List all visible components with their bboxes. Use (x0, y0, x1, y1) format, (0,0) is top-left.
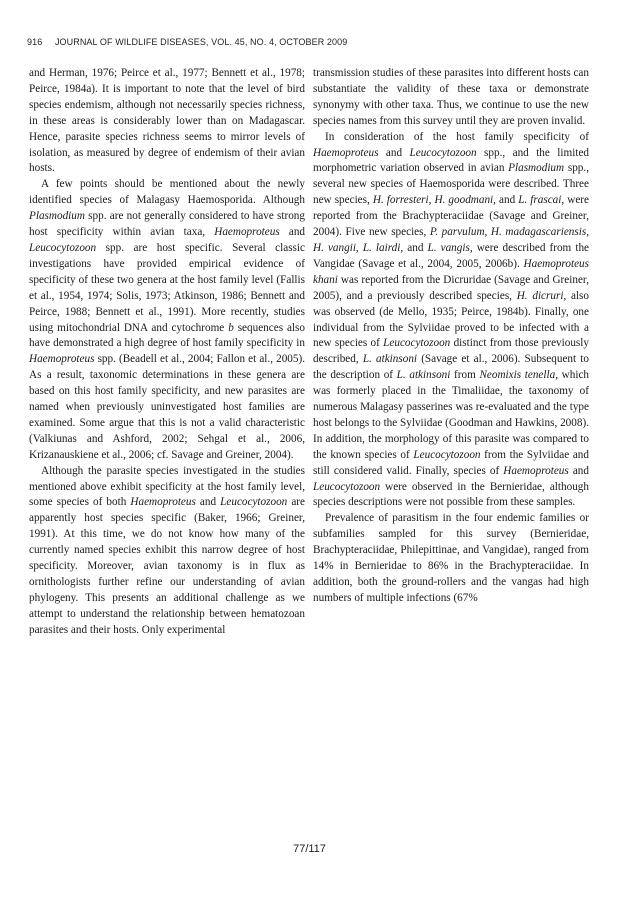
running-header (27, 37, 587, 47)
page-indicator: 77/117 (293, 843, 326, 855)
right-paragraph-2: In consideration of the host family specificity of Haemoproteus and Leucocytozoon spp., and the limited morphometric variation observed in avian Plasmodium spp., several new species of Haemosporida were described. Three new species, H. forresteri, H. goodmani, and L. frascai, were reported from the Brachypteraciidae (Savage and Greiner, 2004). Five new species, P. parvulum, H. madagascariensis, H. vangii, L. lairdi, and L. vangis, were described from the Vangidae (Savage et al., 2004, 2005, 2006b). Haemoproteus khani was reported from the Dicruridae (Savage and Greiner, 2005), and a previously described species, H. dicruri, also was observed (de Mello, 1935; Peirce, 1984b). Finally, one individual from the Sylviidae proved to be infected with a new species of Leucocytozoon distinct from those previously described, L. atkinsoni (Savage et al., 2006). Subsequent to the description of L. atkinsoni from Neomixis tenella, which was formerly placed in the Timaliidae, the taxonomy of numerous Malagasy passerines was re-evaluated and the type host belongs to the Sylviidae (Goodman and Hawkins, 2008). In addition, the morphology of this parasite was compared to the known species of Leucocytozoon from the Sylviidae and still considered valid. Finally, species of Haemoproteus and Leucocytozoon were observed in the Bernieridae, although species descriptions were not possible from these samples. (313, 130, 590, 509)
right-paragraph-3: Prevalence of parasitism in the four endemic families or subfamilies sampled for this survey (Bernieridae, Brachypteraciidae, Philepittinae, and Vangidae), ranged from 14% in Bernieridae to 86% in the Brachypteraciidae. In addition, both the ground-rollers and the vangas had high numbers of multiple infections (67% (313, 512, 589, 604)
right-column (313, 66, 589, 607)
left-paragraph-3: Although the parasite species investigated in the studies mentioned above exhibit specificity at the host family level, some species of both Haemoproteus and Leucocytozoon are apparently host species specific (Baker, 1966; Greiner, 1991). At this time, we do not know how many of the currently named species exhibit this narrow degree of host specificity. Moreover, avian taxonomy is in flux as ornithologists further refine our understanding of avian phylogeny. This presents an additional challenge as we attempt to understand the relationship between hematozoan parasites and their hosts. Only experimental (29, 464, 305, 636)
journal-title: JOURNAL OF WILDLIFE DISEASES, VOL. 45, NO. 4, OCTOBER 2009 (54, 37, 348, 47)
right-paragraph-1: transmission studies of these parasites into different hosts can substantiate the validity of these taxa or demonstrate synonymy with other taxa. Thus, we continue to use the new species names from this survey until they are proven invalid. (313, 67, 589, 127)
page-number: 916 (27, 37, 43, 47)
left-paragraph-1: and Herman, 1976; Peirce et al., 1977; Bennett et al., 1978; Peirce, 1984a). It is important to note that the level of bird species endemism, although not necessarily species richness, in these areas is considerably lower than on Madagascar. Hence, parasite species richness seems to mirror levels of isolation, as measured by degree of endemism of their avian hosts. (29, 67, 305, 175)
left-paragraph-2: A few points should be mentioned about the newly identified species of Malagasy Haemosporida. Although Plasmodium spp. are not generally considered to have strong host specificity within avian taxa, Haemoproteus and Leucocytozoon spp. are host specific. Several classic investigations have provided empirical evidence of specificity of these two genera at the host family level (Fallis et al., 1954, 1974; Solis, 1973; Atkinson, 1986; Bennett and Peirce, 1988; Bennett et al., 1991). More recently, studies using mitochondrial DNA and cytochrome b sequences also have demonstrated a high degree of host family specificity in Haemoproteus spp. (Beadell et al., 2004; Fallon et al., 2005). As a result, taxonomic determinations in these genera are based on this host family specificity, and new parasites are named when previously uninvestigated host families are examined. Some argue that this is not a valid characteristic (Valkiunas and Ashford, 2002; Sehgal et al., 2006, Krizanauskiene et al., 2006; cf. Savage and Greiner, 2004). (29, 178, 306, 461)
left-column (29, 66, 305, 639)
